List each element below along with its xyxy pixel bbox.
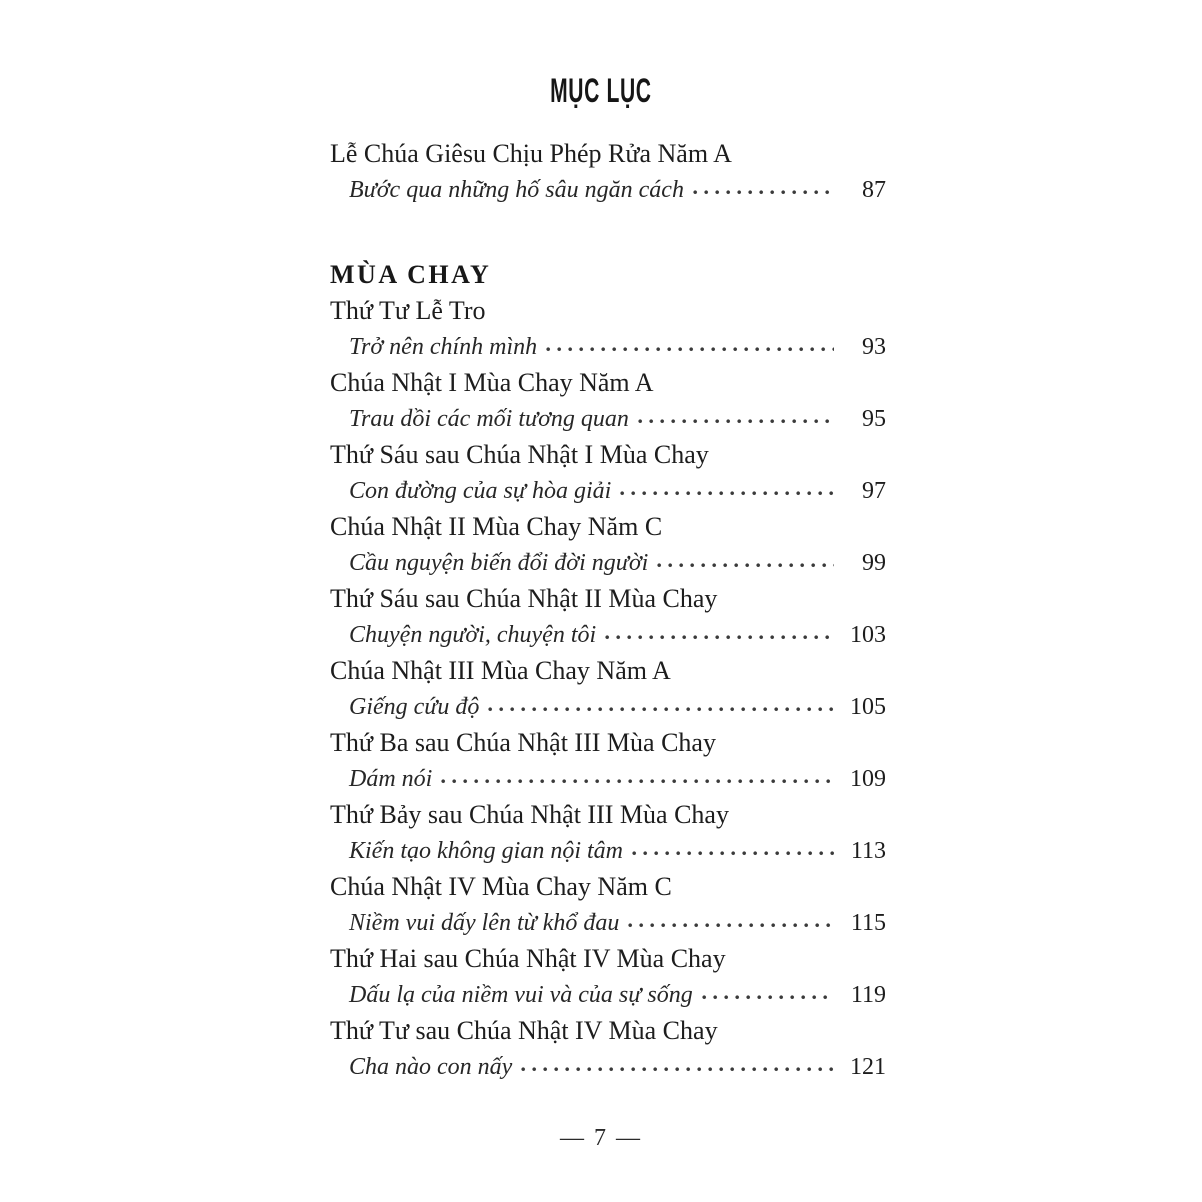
toc-entry-subtitle: Kiến tạo không gian nội tâm — [349, 838, 623, 864]
toc-entry-subtitle: Giếng cứu độ — [349, 694, 480, 720]
toc-entry-row — [330, 833, 886, 869]
toc-entry-row — [330, 977, 886, 1013]
dot-leader — [605, 635, 834, 640]
toc-entry-title: Chúa Nhật II Mùa Chay Năm C — [330, 512, 663, 541]
dot-leader — [628, 923, 834, 928]
toc-entry-subtitle: Trau dồi các mối tương quan — [349, 406, 629, 432]
toc-entry-row — [330, 329, 886, 365]
dot-leader — [632, 851, 834, 856]
toc-entry-page-number: 109 — [850, 766, 886, 792]
dot-leader — [638, 419, 834, 424]
dot-leader — [546, 347, 834, 352]
toc-entry-title: Thứ Hai sau Chúa Nhật IV Mùa Chay — [330, 944, 726, 973]
page-title: MỤC LỤC — [550, 72, 652, 110]
toc-entry-subtitle: Dấu lạ của niềm vui và của sự sống — [349, 982, 693, 1008]
dot-leader — [702, 995, 834, 1000]
dot-leader — [693, 190, 834, 195]
toc-entry-page-number: 115 — [850, 910, 886, 936]
toc-entry-row — [330, 905, 886, 941]
toc-entry-row — [330, 1049, 886, 1085]
toc-entry-subtitle: Niềm vui dấy lên từ khổ đau — [349, 910, 620, 936]
toc-entry-title: Chúa Nhật IV Mùa Chay Năm C — [330, 872, 672, 901]
toc-entry-page-number: 119 — [850, 982, 886, 1008]
toc-entry-page-number: 113 — [850, 838, 886, 864]
toc-entry-subtitle: Chuyện người, chuyện tôi — [349, 622, 597, 648]
toc-entry-subtitle: Bước qua những hố sâu ngăn cách — [349, 177, 684, 203]
toc-entry-page-number: 97 — [862, 478, 886, 504]
toc-entry-page-number: 99 — [862, 550, 886, 576]
toc-entry-row — [330, 689, 886, 725]
dot-leader — [521, 1067, 834, 1072]
toc-entry-page-number: 105 — [850, 694, 886, 720]
toc-section-heading: MÙA CHAY — [330, 260, 492, 289]
dot-leader — [441, 779, 834, 784]
running-head — [0, 72, 1202, 111]
toc-entry-row — [330, 401, 886, 437]
toc-entry-title: Thứ Tư sau Chúa Nhật IV Mùa Chay — [330, 1016, 718, 1045]
toc-entry-title: Thứ Tư Lễ Tro — [330, 296, 486, 325]
toc-entry-subtitle: Con đường của sự hòa giải — [349, 478, 612, 504]
toc-entry-row — [330, 172, 886, 208]
toc-entry-page-number: 121 — [850, 1054, 886, 1080]
toc-entry-title: Chúa Nhật III Mùa Chay Năm A — [330, 656, 671, 685]
toc-entry-page-number: 87 — [862, 177, 886, 203]
toc-entry-title: Thứ Bảy sau Chúa Nhật III Mùa Chay — [330, 800, 729, 829]
dot-leader — [620, 491, 834, 496]
toc-entry-page-number: 95 — [862, 406, 886, 432]
dot-leader — [488, 707, 834, 712]
toc-entry-row — [330, 473, 886, 509]
toc-entry-title: Lễ Chúa Giêsu Chịu Phép Rửa Năm A — [330, 139, 732, 168]
toc-entry-subtitle: Cầu nguyện biến đổi đời người — [349, 550, 649, 576]
toc-entry-page-number: 103 — [850, 622, 886, 648]
toc-entry-subtitle: Dám nói — [349, 766, 433, 792]
toc-entry-title: Chúa Nhật I Mùa Chay Năm A — [330, 368, 654, 397]
toc-entry-row — [330, 761, 886, 797]
toc-entry-row — [330, 545, 886, 581]
toc-entry-title: Thứ Ba sau Chúa Nhật III Mùa Chay — [330, 728, 716, 757]
toc-entry-subtitle: Trở nên chính mình — [349, 334, 538, 360]
table-of-contents — [330, 136, 886, 1085]
toc-entry-subtitle: Cha nào con nấy — [349, 1054, 513, 1080]
toc-entry-title: Thứ Sáu sau Chúa Nhật I Mùa Chay — [330, 440, 709, 469]
toc-entry-page-number: 93 — [862, 334, 886, 360]
toc-entry-title: Thứ Sáu sau Chúa Nhật II Mùa Chay — [330, 584, 718, 613]
toc-entry-row — [330, 617, 886, 653]
folio-page-number: — 7 — — [560, 1125, 642, 1151]
dot-leader — [657, 563, 834, 568]
